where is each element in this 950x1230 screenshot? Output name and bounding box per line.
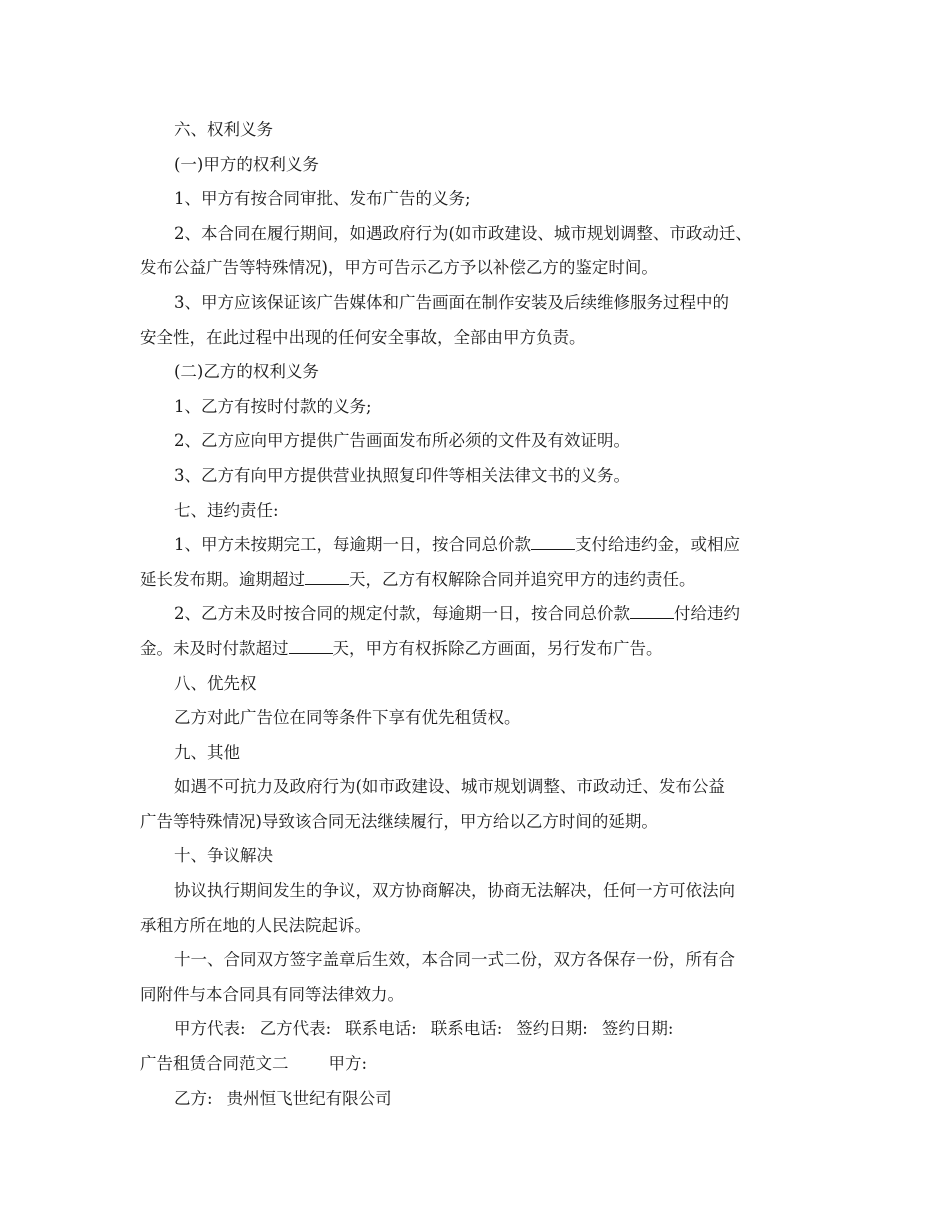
clause-6-1-3-line1: 3、甲方应该保证该广告媒体和广告画面在制作安装及后续维修服务过程中的 — [174, 292, 729, 312]
next-party-b-name: 贵州恒飞世纪有限公司 — [226, 1088, 392, 1108]
contract-body — [140, 113, 820, 1116]
party-a-rep-label: 甲方代表: — [174, 1019, 246, 1039]
section-11-line1: 十一、合同双方签字盖章后生效，本合同一式二份，双方各保存一份，所有合 — [174, 950, 735, 970]
clause-6-1-3-line2: 安全性，在此过程中出现的任何安全事故，全部由甲方负责。 — [140, 327, 586, 347]
section-6-sub-party-b: (二)乙方的权利义务 — [174, 362, 319, 382]
section-11-line2: 同附件与本合同具有同等法律效力。 — [140, 984, 404, 1004]
section-9-title: 九、其他 — [174, 742, 240, 762]
fill-blank — [305, 570, 349, 585]
clause-7-2-line2 — [140, 632, 820, 667]
clause-7-2-line1 — [140, 597, 820, 632]
clause-7-1-line1 — [140, 528, 820, 563]
section-10-title: 十、争议解决 — [174, 846, 273, 866]
clause-7-1-text-b: 支付给违约金，或相应 — [575, 535, 740, 555]
fill-blank — [289, 639, 333, 654]
section-10-line1: 协议执行期间发生的争议，双方协商解决，协商无法解决，任何一方可依法向 — [174, 881, 735, 901]
next-party-a-label: 甲方: — [328, 1054, 368, 1074]
phone-label-1: 联系电话: — [345, 1019, 417, 1039]
phone-label-2: 联系电话: — [430, 1019, 503, 1039]
section-9-line1: 如遇不可抗力及政府行为(如市政建设、城市规划调整、市政动迁、发布公益 — [174, 777, 725, 797]
clause-7-1-text-d: 天，乙方有权解除合同并追究甲方的违约责任。 — [349, 569, 696, 589]
section-10-line2: 承租方所在地的人民法院起诉。 — [140, 915, 371, 935]
next-party-b-row — [140, 1082, 820, 1117]
next-contract-header — [140, 1047, 820, 1082]
clause-7-2-text-a: 2、乙方未及时按合同的规定付款，每逾期一日，按合同总价款 — [174, 604, 630, 624]
next-contract-title: 广告租赁合同范文二 — [140, 1054, 289, 1074]
clause-6-2-1: 1、乙方有按时付款的义务; — [174, 396, 372, 416]
clause-7-2-text-d: 天，甲方有权拆除乙方画面，另行发布广告。 — [332, 638, 663, 658]
clause-6-1-2-line1: 2、本合同在履行期间，如遇政府行为(如市政建设、城市规划调整、市政动迁、 — [174, 223, 752, 243]
clause-7-1-text-c: 延长发布期。逾期超过 — [140, 569, 305, 589]
signature-row — [140, 1012, 820, 1047]
section-7-title: 七、违约责任: — [174, 500, 279, 520]
fill-blank — [531, 535, 575, 550]
section-9-line2: 广告等特殊情况)导致该合同无法继续履行，甲方给以乙方时间的延期。 — [140, 811, 658, 831]
fill-blank — [630, 604, 674, 619]
clause-6-1-1: 1、甲方有按合同审批、发布广告的义务; — [174, 189, 471, 209]
clause-7-2-text-c: 金。未及时付款超过 — [140, 638, 289, 658]
clause-7-1-text-a: 1、甲方未按期完工，每逾期一日，按合同总价款 — [174, 535, 531, 555]
section-8-body: 乙方对此广告位在同等条件下享有优先租赁权。 — [174, 708, 521, 728]
party-b-rep-label: 乙方代表: — [259, 1019, 332, 1039]
next-party-b-label: 乙方: — [174, 1088, 213, 1108]
clause-7-1-line2 — [140, 563, 820, 598]
sign-date-label-1: 签约日期: — [516, 1019, 588, 1039]
clause-6-2-2: 2、乙方应向甲方提供广告画面发布所必须的文件及有效证明。 — [174, 431, 630, 451]
clause-7-2-text-b: 付给违约 — [674, 604, 740, 624]
clause-6-1-2-line2: 发布公益广告等特殊情况)，甲方可告示乙方予以补偿乙方的鉴定时间。 — [140, 258, 658, 278]
section-6-sub-party-a: (一)甲方的权利义务 — [174, 154, 319, 174]
section-6-title: 六、权利义务 — [174, 120, 273, 139]
clause-6-2-3: 3、乙方有向甲方提供营业执照复印件等相关法律文书的义务。 — [174, 465, 630, 485]
section-8-title: 八、优先权 — [174, 673, 257, 693]
sign-date-label-2: 签约日期: — [601, 1019, 674, 1039]
